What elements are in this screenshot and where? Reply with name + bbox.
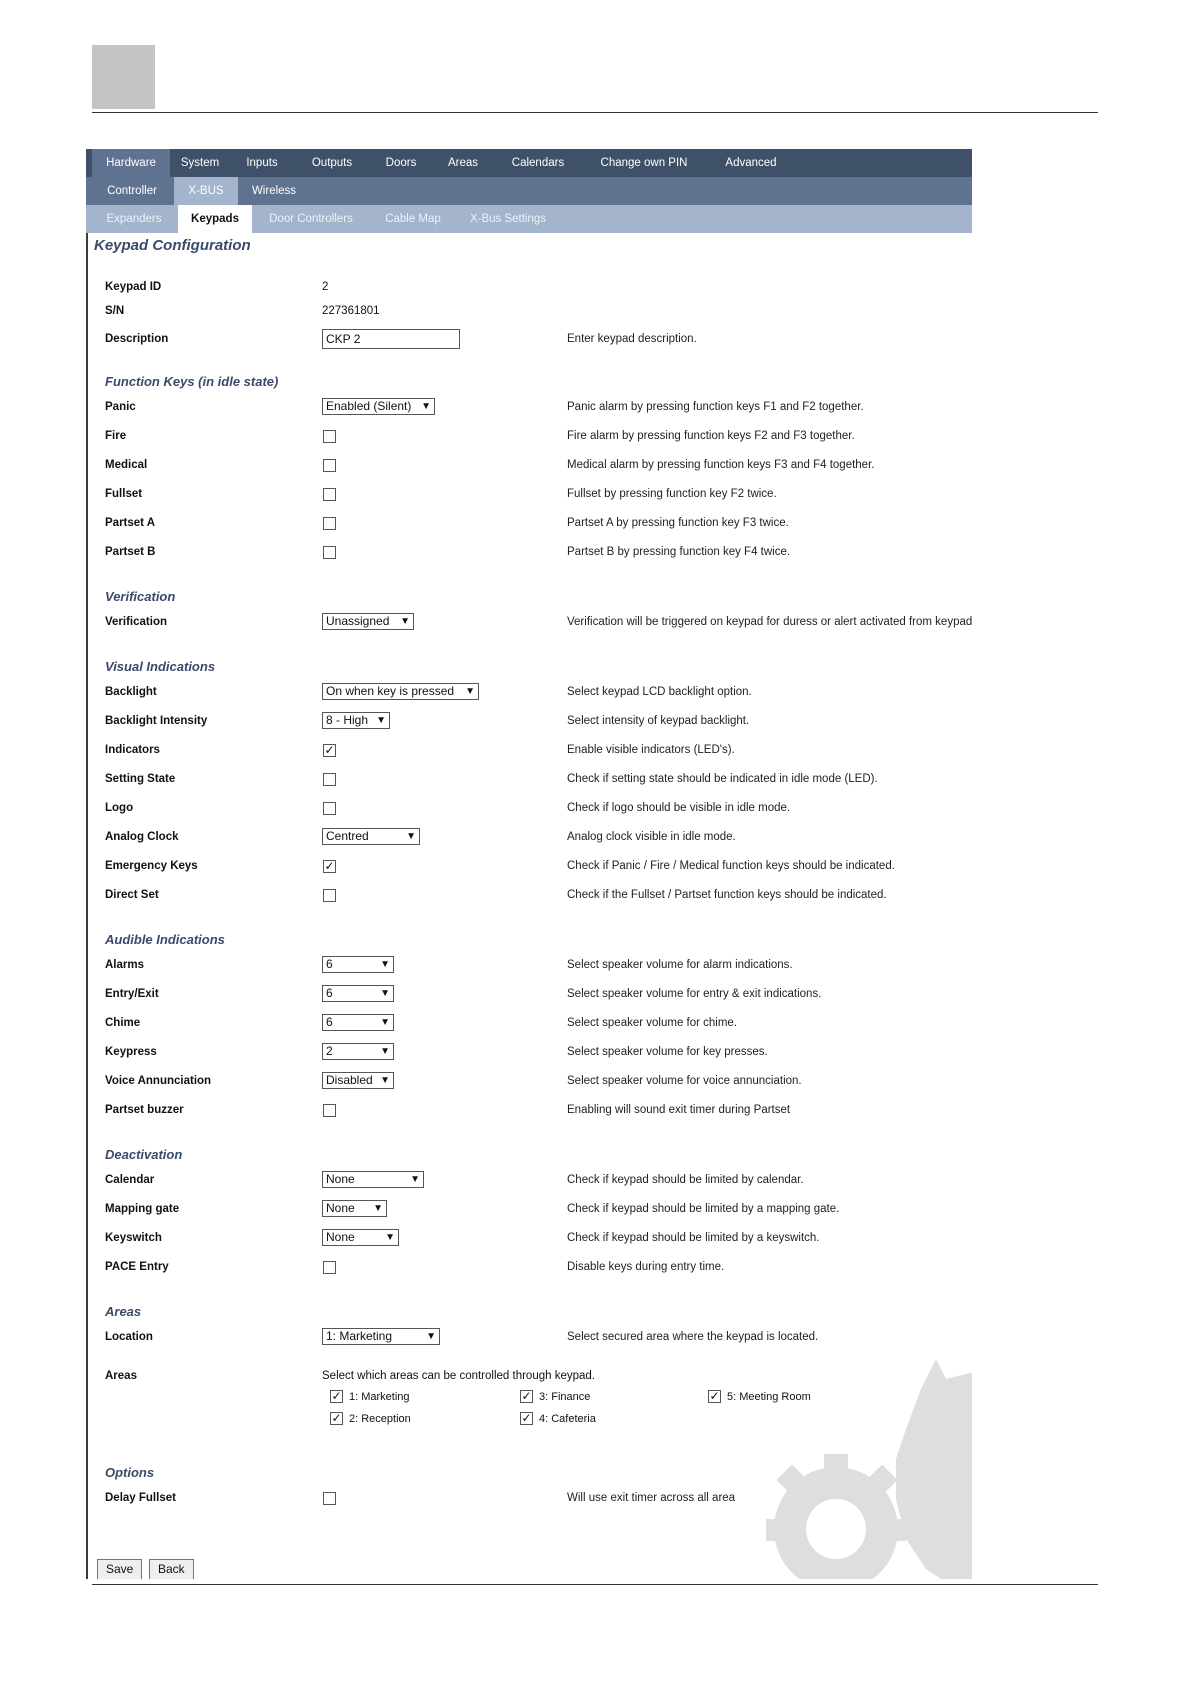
partset-b-checkbox[interactable] bbox=[323, 546, 336, 559]
area-checkbox[interactable]: ✓ bbox=[521, 1389, 532, 1403]
setting-state-help: Check if setting state should be indicated in idle mode (LED). bbox=[567, 773, 878, 785]
chevron-down-icon: ▼ bbox=[380, 1075, 390, 1086]
analog-clock-select[interactable] bbox=[322, 828, 420, 845]
description-label: Description bbox=[105, 333, 169, 345]
chevron-down-icon: ▼ bbox=[380, 988, 390, 999]
section-function-keys: Function Keys (in idle state) bbox=[105, 374, 279, 389]
area-option-label: 5: Meeting Room bbox=[727, 1390, 811, 1403]
tab-door-controllers[interactable]: Door Controllers bbox=[269, 213, 353, 225]
location-select[interactable] bbox=[322, 1328, 440, 1345]
back-button[interactable]: Back bbox=[149, 1559, 194, 1579]
panic-label: Panic bbox=[105, 401, 136, 413]
voice-annunciation-label: Voice Annunciation bbox=[105, 1075, 212, 1087]
area-option[interactable] bbox=[520, 1412, 596, 1425]
emergency-keys-help: Check if Panic / Fire / Medical function keys should be indicated. bbox=[567, 860, 895, 872]
chime-select[interactable] bbox=[322, 1014, 394, 1031]
tab-keypads[interactable]: Keypads bbox=[178, 205, 252, 233]
tab-advanced[interactable]: Advanced bbox=[725, 157, 777, 169]
tab-wireless[interactable]: Wireless bbox=[251, 185, 297, 197]
backlight-intensity-help: Select intensity of keypad backlight. bbox=[567, 715, 750, 727]
tab-inputs[interactable]: Inputs bbox=[246, 157, 278, 169]
fire-checkbox[interactable] bbox=[323, 430, 336, 443]
keyswitch-label: Keyswitch bbox=[105, 1232, 162, 1244]
areas-help: Select which areas can be controlled through keypad. bbox=[322, 1370, 595, 1382]
partset-a-help: Partset A by pressing function key F3 twice. bbox=[567, 517, 789, 529]
location-help: Select secured area where the keypad is located. bbox=[567, 1331, 819, 1343]
area-option-label: 1: Marketing bbox=[349, 1390, 410, 1403]
header-block bbox=[92, 45, 155, 109]
verification-select-value: Unassigned bbox=[326, 614, 390, 628]
tab-calendars[interactable]: Calendars bbox=[511, 157, 565, 169]
direct-set-help: Check if the Fullset / Partset function keys should be indicated. bbox=[567, 889, 887, 901]
area-option-label: 3: Finance bbox=[539, 1390, 591, 1403]
partset-a-label: Partset A bbox=[105, 517, 156, 529]
tab-x-bus-settings[interactable]: X-Bus Settings bbox=[469, 213, 547, 225]
setting-state-label: Setting State bbox=[105, 773, 176, 785]
fire-help: Fire alarm by pressing function keys F2 and F3 together. bbox=[567, 430, 855, 442]
app-frame bbox=[86, 149, 972, 1579]
panic-select-value: Enabled (Silent) bbox=[326, 399, 412, 413]
keypress-select[interactable] bbox=[322, 1043, 394, 1060]
emergency-keys-checkbox[interactable]: ✓ bbox=[324, 859, 335, 873]
chevron-down-icon: ▼ bbox=[376, 715, 386, 726]
backlight-intensity-label: Backlight Intensity bbox=[105, 715, 208, 727]
calendar-help: Check if keypad should be limited by calendar. bbox=[567, 1174, 804, 1186]
second-nav bbox=[86, 177, 972, 205]
pace-entry-checkbox[interactable] bbox=[323, 1261, 336, 1274]
chime-help: Select speaker volume for chime. bbox=[567, 1017, 738, 1029]
area-option[interactable] bbox=[708, 1390, 811, 1403]
backlight-intensity-select-value: 8 - High bbox=[326, 713, 369, 727]
verification-help: Verification will be triggered on keypad for duress or alert activated from keypad bbox=[567, 616, 972, 628]
alarms-select[interactable] bbox=[322, 956, 394, 973]
chevron-down-icon: ▼ bbox=[373, 1203, 383, 1214]
tab-change-own-pin[interactable]: Change own PIN bbox=[600, 157, 688, 169]
voice-annunciation-select[interactable] bbox=[322, 1072, 394, 1089]
logo-checkbox[interactable] bbox=[323, 802, 336, 815]
chevron-down-icon: ▼ bbox=[400, 616, 410, 627]
fire-label: Fire bbox=[105, 430, 127, 442]
fullset-label: Fullset bbox=[105, 488, 143, 500]
direct-set-checkbox[interactable] bbox=[323, 889, 336, 902]
keyswitch-help: Check if keypad should be limited by a keyswitch. bbox=[567, 1232, 820, 1244]
calendar-select[interactable] bbox=[322, 1171, 424, 1188]
keyswitch-select-value: None bbox=[326, 1230, 355, 1244]
chevron-down-icon: ▼ bbox=[385, 1232, 395, 1243]
header-rule bbox=[92, 112, 1098, 113]
partset-b-label: Partset B bbox=[105, 546, 156, 558]
area-option-label: 4: Cafeteria bbox=[539, 1412, 596, 1425]
area-option[interactable] bbox=[330, 1412, 411, 1425]
alarms-select-value: 6 bbox=[326, 957, 333, 971]
panic-help: Panic alarm by pressing function keys F1 and F2 together. bbox=[567, 401, 864, 413]
setting-state-checkbox[interactable] bbox=[323, 773, 336, 786]
area-checkbox[interactable]: ✓ bbox=[709, 1389, 720, 1403]
backlight-select[interactable] bbox=[322, 683, 479, 700]
backlight-label: Backlight bbox=[105, 686, 157, 698]
partset-buzzer-help: Enabling will sound exit timer during Partset bbox=[567, 1104, 791, 1116]
entry-exit-select-value: 6 bbox=[326, 986, 333, 1000]
keyswitch-select[interactable] bbox=[322, 1229, 399, 1246]
partset-a-checkbox[interactable] bbox=[323, 517, 336, 530]
analog-clock-select-value: Centred bbox=[326, 829, 369, 843]
chevron-down-icon: ▼ bbox=[380, 1046, 390, 1057]
tab-x-bus[interactable]: X-BUS bbox=[174, 177, 238, 205]
tab-outputs[interactable]: Outputs bbox=[311, 157, 353, 169]
chevron-down-icon: ▼ bbox=[421, 401, 431, 412]
partset-buzzer-label: Partset buzzer bbox=[105, 1104, 184, 1116]
verification-select[interactable] bbox=[322, 613, 414, 630]
alarms-label: Alarms bbox=[105, 959, 144, 971]
section-verification: Verification bbox=[105, 589, 176, 604]
area-checkbox[interactable]: ✓ bbox=[331, 1389, 342, 1403]
entry-exit-select[interactable] bbox=[322, 985, 394, 1002]
fullset-checkbox[interactable] bbox=[323, 488, 336, 501]
pace-entry-help: Disable keys during entry time. bbox=[567, 1261, 725, 1273]
indicators-label: Indicators bbox=[105, 744, 160, 756]
tab-expanders[interactable]: Expanders bbox=[106, 213, 162, 225]
indicators-checkbox[interactable]: ✓ bbox=[324, 743, 335, 757]
section-visual-indications: Visual Indications bbox=[105, 659, 216, 674]
section-audible-indications: Audible Indications bbox=[105, 932, 225, 947]
backlight-help: Select keypad LCD backlight option. bbox=[567, 686, 752, 698]
sn-value: 227361801 bbox=[322, 305, 380, 317]
direct-set-label: Direct Set bbox=[105, 889, 159, 901]
location-select-value: 1: Marketing bbox=[326, 1329, 393, 1343]
section-options: Options bbox=[105, 1465, 155, 1480]
backlight-intensity-select[interactable] bbox=[322, 712, 390, 729]
page-title: Keypad Configuration bbox=[94, 237, 251, 254]
partset-buzzer-checkbox[interactable] bbox=[323, 1104, 336, 1117]
description-input[interactable]: CKP 2 bbox=[322, 329, 460, 349]
description-help: Enter keypad description. bbox=[567, 333, 697, 345]
verification-label: Verification bbox=[105, 616, 167, 628]
panic-select[interactable] bbox=[322, 398, 435, 415]
analog-clock-label: Analog Clock bbox=[105, 831, 179, 843]
voice-annunciation-select-value: Disabled bbox=[326, 1073, 373, 1087]
third-nav bbox=[86, 205, 972, 233]
location-label: Location bbox=[105, 1331, 153, 1343]
section-deactivation: Deactivation bbox=[105, 1147, 183, 1162]
calendar-select-value: None bbox=[326, 1172, 355, 1186]
section-areas: Areas bbox=[105, 1304, 142, 1319]
keypress-label: Keypress bbox=[105, 1046, 157, 1058]
area-option[interactable] bbox=[330, 1390, 410, 1403]
calendar-label: Calendar bbox=[105, 1174, 155, 1186]
tab-system[interactable]: System bbox=[180, 157, 220, 169]
entry-exit-help: Select speaker volume for entry & exit indications. bbox=[567, 988, 822, 1000]
area-option[interactable] bbox=[520, 1390, 590, 1403]
chevron-down-icon: ▼ bbox=[406, 831, 416, 842]
pace-entry-label: PACE Entry bbox=[105, 1261, 169, 1273]
chevron-down-icon: ▼ bbox=[426, 1331, 436, 1342]
top-nav bbox=[86, 149, 972, 177]
tab-cable-map[interactable]: Cable Map bbox=[385, 213, 441, 225]
footer-rule bbox=[92, 1584, 1098, 1585]
keypad-id-value: 2 bbox=[322, 281, 329, 293]
analog-clock-help: Analog clock visible in idle mode. bbox=[567, 831, 736, 843]
chevron-down-icon: ▼ bbox=[380, 959, 390, 970]
mapping-gate-select-value: None bbox=[326, 1201, 355, 1215]
alarms-help: Select speaker volume for alarm indications. bbox=[567, 959, 793, 971]
tab-doors[interactable]: Doors bbox=[385, 157, 417, 169]
mapping-gate-help: Check if keypad should be limited by a mapping gate. bbox=[567, 1203, 840, 1215]
keypad-id-label: Keypad ID bbox=[105, 281, 162, 293]
chevron-down-icon: ▼ bbox=[380, 1017, 390, 1028]
chevron-down-icon: ▼ bbox=[410, 1174, 420, 1185]
save-button[interactable]: Save bbox=[97, 1559, 142, 1579]
entry-exit-label: Entry/Exit bbox=[105, 988, 159, 1000]
sn-label: S/N bbox=[105, 305, 125, 317]
tab-controller[interactable]: Controller bbox=[107, 185, 157, 197]
indicators-help: Enable visible indicators (LED's). bbox=[567, 744, 735, 756]
logo-help: Check if logo should be visible in idle mode. bbox=[567, 802, 791, 814]
areas-label: Areas bbox=[105, 1370, 137, 1382]
area-checkbox[interactable]: ✓ bbox=[331, 1411, 342, 1425]
keypress-select-value: 2 bbox=[326, 1044, 333, 1058]
mapping-gate-select[interactable] bbox=[322, 1200, 387, 1217]
chevron-down-icon: ▼ bbox=[465, 686, 475, 697]
mapping-gate-label: Mapping gate bbox=[105, 1203, 180, 1215]
area-option-label: 2: Reception bbox=[349, 1412, 411, 1425]
tab-hardware[interactable]: Hardware bbox=[92, 149, 170, 177]
voice-annunciation-help: Select speaker volume for voice annunciation. bbox=[567, 1075, 802, 1087]
emergency-keys-label: Emergency Keys bbox=[105, 860, 198, 872]
partset-b-help: Partset B by pressing function key F4 twice. bbox=[567, 546, 791, 558]
chime-label: Chime bbox=[105, 1017, 141, 1029]
area-checkbox[interactable]: ✓ bbox=[521, 1411, 532, 1425]
delay-fullset-checkbox[interactable] bbox=[323, 1492, 336, 1505]
medical-label: Medical bbox=[105, 459, 148, 471]
medical-checkbox[interactable] bbox=[323, 459, 336, 472]
delay-fullset-help: Will use exit timer across all area bbox=[567, 1492, 736, 1504]
chime-select-value: 6 bbox=[326, 1015, 333, 1029]
medical-help: Medical alarm by pressing function keys F3 and F4 together. bbox=[567, 459, 875, 471]
keypress-help: Select speaker volume for key presses. bbox=[567, 1046, 768, 1058]
delay-fullset-label: Delay Fullset bbox=[105, 1492, 176, 1504]
fullset-help: Fullset by pressing function key F2 twice. bbox=[567, 488, 777, 500]
logo-label: Logo bbox=[105, 802, 134, 814]
backlight-select-value: On when key is pressed bbox=[326, 684, 455, 698]
tab-areas[interactable]: Areas bbox=[447, 157, 479, 169]
